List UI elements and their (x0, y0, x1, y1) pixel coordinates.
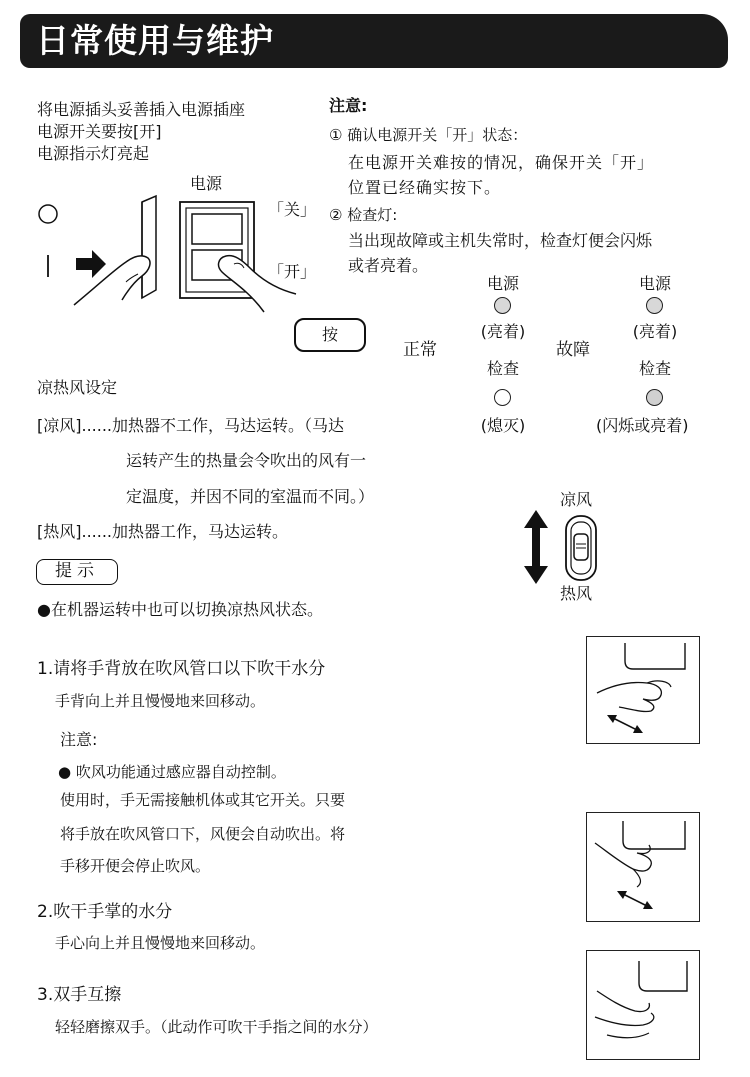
indicator-fault-label: 故障 (556, 340, 590, 360)
normal-power-lamp-icon (494, 297, 511, 314)
normal-check-lamp-icon (494, 389, 511, 406)
notice-title: 注意: (329, 96, 368, 115)
notice-item2-line1: 当出现故障或主机失常时，检查灯便会闪烁 (348, 231, 653, 250)
step3-desc: 轻轻磨擦双手。（此动作可吹干手指之间的水分） (55, 1018, 378, 1036)
step2-desc: 手心向上并且慢慢地来回移动。 (55, 934, 266, 952)
note-title: 注意: (60, 730, 98, 749)
indicator-normal-label: 正常 (403, 340, 437, 360)
intro-line-1: 将电源插头妥善插入电源插座 (37, 100, 246, 119)
notice-item2-title: ② 检查灯: (329, 206, 398, 224)
switch-power-label: 电源 (190, 174, 223, 193)
switch-off-label: 「关」 (268, 200, 317, 219)
step1-desc: 手背向上并且慢慢地来回移动。 (55, 692, 266, 710)
press-label-box: 按 (294, 318, 366, 352)
notice-item1-line2: 位置已经确实按下。 (348, 178, 502, 197)
cool-hot-switch-illustration (524, 510, 604, 586)
step3-illustration (586, 950, 700, 1060)
notice-item1-title: ① 确认电源开关「开」状态： (329, 126, 528, 144)
cool-air-line-1: [凉风]......加热器不工作，马达运转。（马达 (37, 416, 345, 435)
switch-hot-label: 热风 (560, 584, 593, 603)
tip-label-box: 提示 (36, 559, 118, 585)
fault-check-state: (闪烁或亮着) (596, 416, 689, 435)
hot-air-line: [热风]......加热器工作，马达运转。 (37, 522, 289, 541)
intro-line-3: 电源指示灯亮起 (37, 144, 150, 163)
normal-check-label: 检查 (486, 359, 519, 378)
fault-power-state: (亮着) (632, 322, 678, 341)
step1-illustration (586, 636, 700, 744)
step3-title: 3.双手互擦 (37, 985, 122, 1005)
switch-on-label: 「开」 (268, 262, 317, 281)
page-title: 日常使用与维护 (36, 21, 274, 60)
step1-title: 1.请将手背放在吹风管口以下吹干水分 (37, 659, 326, 679)
switch-cool-label: 凉风 (560, 490, 593, 509)
tip-line: ●在机器运转中也可以切换凉热风状态。 (37, 600, 323, 619)
notice-item2-line2: 或者亮着。 (348, 256, 429, 275)
power-switch-illustration (34, 190, 324, 315)
note-line-2: 使用时，手无需接触机体或其它开关。只要 (60, 791, 346, 809)
intro-line-2: 电源开关要按[开] (37, 122, 162, 141)
fault-check-lamp-icon (646, 389, 663, 406)
fault-power-lamp-icon (646, 297, 663, 314)
normal-power-state: (亮着) (480, 322, 526, 341)
normal-check-state: (熄灭) (480, 416, 526, 435)
note-line-4: 手移开便会停止吹风。 (60, 857, 211, 875)
note-line-1: ● 吹风功能通过感应器自动控制。 (58, 763, 286, 781)
fault-check-label: 检查 (638, 359, 671, 378)
normal-power-label: 电源 (486, 274, 519, 293)
step2-title: 2.吹干手掌的水分 (37, 902, 173, 922)
notice-item1-line1: 在电源开关难按的情况，确保开关「开」 (348, 153, 655, 172)
air-mode-title: 凉热风设定 (37, 378, 118, 397)
cool-air-line-2: 运转产生的热量会令吹出的风有一 (126, 451, 367, 470)
step2-illustration (586, 812, 700, 922)
note-line-3: 将手放在吹风管口下，风便会自动吹出。将 (60, 825, 346, 843)
fault-power-label: 电源 (638, 274, 671, 293)
cool-air-line-3: 定温度，并因不同的室温而不同。） (126, 487, 375, 506)
